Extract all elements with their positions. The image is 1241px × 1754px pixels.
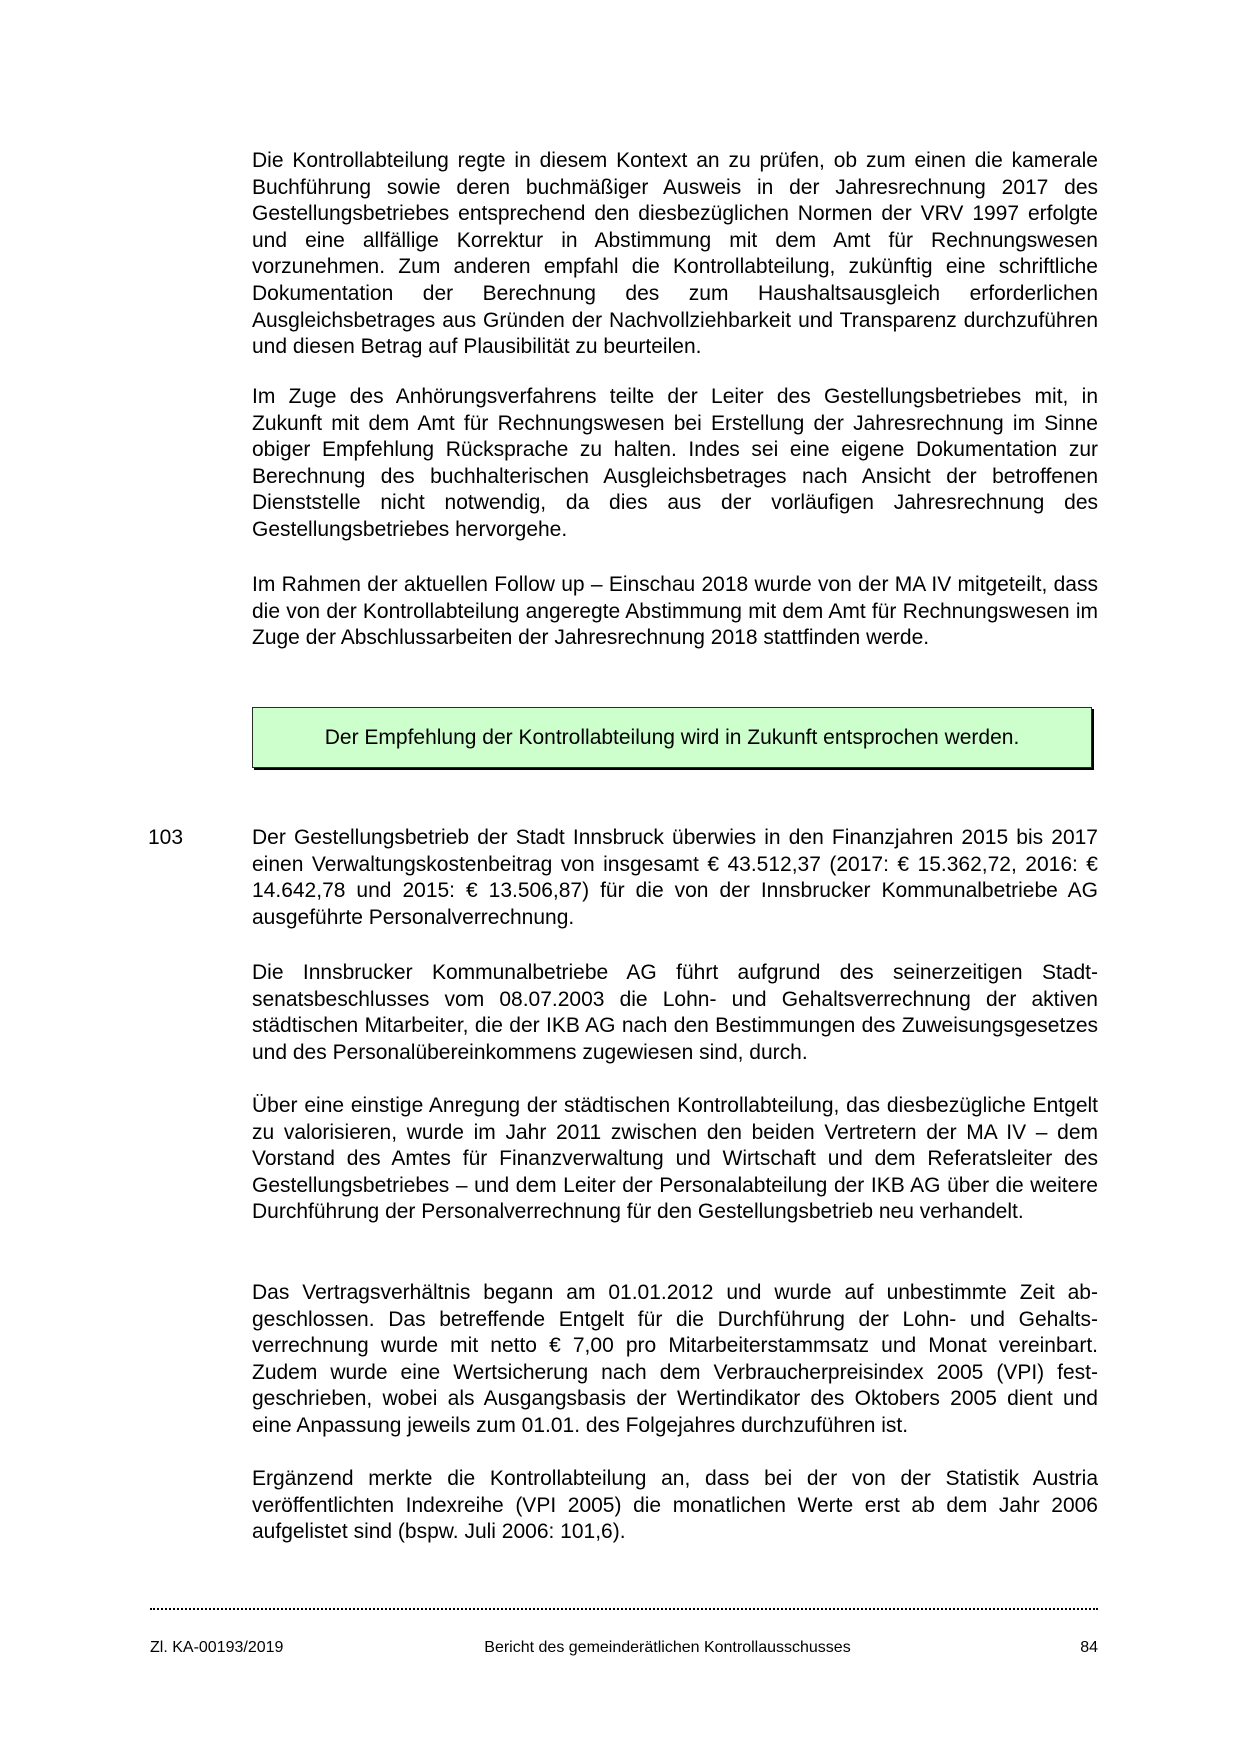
- footer-title: Bericht des gemeinderätlichen Kontrollausschusses: [484, 1639, 851, 1656]
- footer-reference: Zl. KA-00193/2019: [150, 1639, 284, 1656]
- paragraph-renegotiation: Über eine einstige Anregung der städtischen Kontrollabteilung, das diesbezügliche Entgelt zu valorisieren, wurde im Jahr 2011 zwischen den beiden Vertretern der MA IV – dem Vorstand des Amtes für Finanzverwaltung und Wirtschaft und dem Referatsleiter des Gestellungsbetriebes – und dem Leiter der Personalabteilung der IKB AG über die weitere Durchführung der Personalverrechnung für den Gestellungsbetrieb neu verhandelt.: [252, 1094, 1098, 1224]
- paragraph-administrative-fee: Der Gestellungsbetrieb der Stadt Innsbruck überwies in den Finanzjahren 2015 bis 2017 einen Verwaltungskostenbeitrag von insgesamt € 43.512,37 (2017: € 15.362,72, 2016: € 14.642,78 und 2015: € 13.506,87) für die von der Innsbrucker Kommunalbetriebe AG ausgeführte Personalverrechnung.: [252, 826, 1098, 929]
- paragraph-hearing-response: Im Zuge des Anhörungsverfahrens teilte der Leiter des Gestellungsbetriebes mit, in Zukunft mit dem Amt für Rechnungswesen bei Erstellung der Jahresrechnung im Sinne obiger Empfehlung Rücksprache zu halten. Indes sei eine eigene Dokumentation zur Berechnung des buchhalterischen Ausgleichsbetrages nach Ansicht der betroffenen Dienststelle nicht notwendig, da dies aus der vorläufigen Jahresrechnung des Gestellungsbetriebes hervorgehe.: [252, 385, 1098, 541]
- footer-divider: [150, 1608, 1098, 1610]
- recommendation-status-box: [252, 707, 1092, 768]
- paragraph-payroll-service: Die Innsbrucker Kommunalbetriebe AG führt aufgrund des seinerzeitigen Stadtsenatsbeschlusses vom 08.07.2003 die Lohn- und Gehaltsverrechnung der aktiven städtischen Mitarbeiter, die der IKB AG nach den Bestimmungen des Zuweisungsgesetzes und des Personalübereinkommens zugewiesen sind, durch.: [252, 961, 1098, 1064]
- paragraph-contract-terms: Das Vertragsverhältnis begann am 01.01.2012 und wurde auf unbestimmte Zeit abgeschlossen. Das betreffende Entgelt für die Durchführung der Lohn- und Gehaltsverrechnung wurde mit netto € 7,00 pro Mitarbeiterstammsatz und Monat vereinbart. Zudem wurde eine Wertsicherung nach dem Verbraucherpreisindex 2005 (VPI) festgeschrieben, wobei als Ausgangsbasis der Wertindikator des Oktobers 2005 dient und eine Anpassung jeweils zum 01.01. des Folgejahres durchzuführen ist.: [252, 1281, 1098, 1437]
- recommendation-status-text: Der Empfehlung der Kontrollabteilung wird in Zukunft entsprochen werden.: [324, 725, 1020, 749]
- paragraph-index-note: Ergänzend merkte die Kontrollabteilung an, dass bei der von der Statistik Austria veröffentlichten Indexreihe (VPI 2005) die monatlichen Werte erst ab dem Jahr 2006 aufgelistet sind (bspw. Juli 2006: 101,6).: [252, 1467, 1098, 1544]
- section-number: 103: [148, 826, 184, 849]
- paragraph-follow-up: Im Rahmen der aktuellen Follow up – Einschau 2018 wurde von der MA IV mitgeteilt, dass die von der Kontrollabteilung angeregte Abstimmung mit dem Amt für Rechnungswesen im Zuge der Abschlussarbeiten der Jahresrechnung 2018 stattfinden werde.: [252, 573, 1098, 650]
- page-number: 84: [1080, 1639, 1098, 1656]
- paragraph-recommendation: Die Kontrollabteilung regte in diesem Kontext an zu prüfen, ob zum einen die kamerale Buchführung sowie deren buchmäßiger Ausweis in der Jahresrechnung 2017 des Gestellungsbetriebes entsprechend den diesbezüglichen Normen der VRV 1997 erfolgte und eine allfällige Korrektur in Abstimmung mit dem Amt für Rechnungswesen vorzunehmen. Zum anderen empfahl die Kontrollabteilung, zukünftig eine schriftliche Dokumentation der Berechnung des zum Haushaltsausgleich erforderlichen Ausgleichsbetrages aus Gründen der Nachvollziehbarkeit und Transparenz durchzuführen und diesen Betrag auf Plausibilität zu beurteilen.: [252, 149, 1098, 359]
